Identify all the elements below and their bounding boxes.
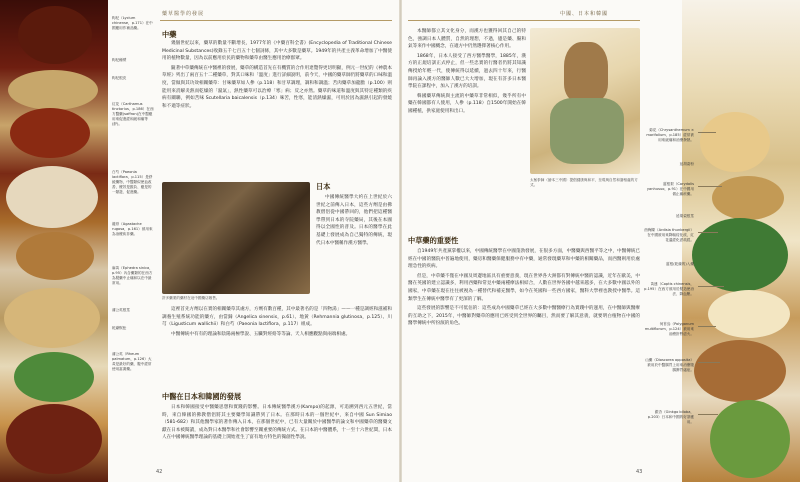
left-herb-photo-strip	[0, 0, 108, 482]
right-header-rule	[408, 20, 640, 21]
intro-paragraph: 韓國藥草傳統與主流的中藥草非常相似，幾乎所有中藥在韓國都有人使用，人參（p.118）自1500年開始在韓國種植，供家庭使用和出口。	[408, 93, 526, 114]
dandelion-photo	[14, 352, 94, 402]
importance-text-column	[408, 248, 640, 460]
chrysanthemum-photo	[700, 112, 770, 172]
rhubarb-photo	[6, 404, 102, 474]
caption-safflower: 紅花（Carthamus tinctorius，p.186）在西方醫藥(saffron)在中醫應用來促進經和緩和痛等(舒)。	[112, 102, 154, 126]
herb-shop-caption: 許多藥業的藥材在這中國藥店販售。	[162, 296, 220, 300]
caption-dried-ginger: 薑根(乾燥的)入藥	[666, 262, 694, 266]
root-bark-photo	[8, 70, 98, 110]
japan-paragraph: 中國傳統醫學大約在上世紀於六世紀之前傳入日本，這些方劑是由佛教僧侶從中國帶回的，他們把這種醫學帶到日本的寺院藥局，其後在本國得以全國性的普及。日本的醫學在此基礎上發展成為自己獨特的傳統，現代日本中醫稱作漢方醫學。	[316, 195, 392, 246]
caption-dandelion: 蒲公英根莖	[112, 308, 130, 312]
leader-line	[698, 186, 722, 187]
sage-illustration	[530, 28, 640, 174]
caption-corydalis-root: 延胡索根莖	[676, 214, 694, 218]
china-paragraph: 隨著中草藥傳統在中醫裡的發展，藥草的構造首先在有機質的合作用達覽得更切明顯，例元一世紀的《神農本草經》列出了兩百五十二種藥草，對其口味和「溫度」進行詳細說明，前今天，中國的藥草師仍將藥草的口味和溫度，當做與其功效相關藥草：甘味藥草如人參（p.118）和甘草調理，調和和調溫；苦肉藥草加龍膽（p.100）則能用來消解炎熱而乾燥的「濕氣」，熱性藥草可以治療「寒」病；反之亦然。藥草的味道和溫度與其特定種類的疾病有關聯，例如苦味 Scutellaria baicalensis（p.134）味苦，性寒，能清熱燥濕，可用於因為濕熱引起的發燒和不適等症狀。	[162, 65, 392, 109]
caption-ephedra: 麻黃（Ephedra sinica，p.95）內含藥類的在西方為製藥中止痛和以在中最常用。	[112, 266, 153, 285]
leader-line	[698, 326, 716, 327]
importance-paragraph: 這些發展的影響是不可低估的：這些成為中國藥草已經在大多數中醫醫療行為實踐中的運用，在中醫師與醫療的互助之下，2015年，中醫師對藥草的應用已經受到全世界的矚目，然而要了解其意義，就要明白植物在中國的醫學傳統中所扮演的角色。	[408, 306, 640, 327]
book-gutter	[399, 0, 402, 482]
left-header-rule	[160, 20, 392, 21]
china-paragraph: 幾個世紀以來，藥草的數量不斷增長，1977年的《中藥百科全書》(Encyclopedia of Traditional Chinese Medicinal Substances)收錄五千七百五十七個詞條，其中大多數是藥草。1949年的共產主義革命增加了中醫使用的植物數量，因為以前應用於民的藥物和藥草由醫生應用治療群眾。	[162, 41, 392, 62]
caption-polygonum: 何首烏（Polygonum multiflorum，p.124）被用來治療肝腎虛火。	[644, 322, 694, 336]
safflower-photo	[10, 108, 90, 158]
caption-goji: 枸杞（Lycium chinense，p.171）在中國應用作補品藥。	[112, 16, 153, 30]
agastache-photo	[16, 232, 94, 280]
caption-agastache: 龍骨（Agastache rugosa，p.161）被用來為治療疾非藥。	[112, 222, 153, 236]
sage-robe-shape	[550, 98, 624, 164]
ardisia-photo	[692, 218, 788, 292]
japan-paragraph: 這裡首先方劑以在實的相關藥草其處方，方劑有數百種，其中最著名的是「四物湯」——一種是調經和滋補和調養生殖系統功能的藥方，由當歸（Angelica sinensis，p.61）、地黃（Rehmannia glutinosa，p.125）、川芎（Ligusticum wallichii）和白芍（Paeonia lactiflora，p.117）組成。	[162, 307, 392, 328]
leader-line	[698, 414, 718, 415]
polygonum-photo	[694, 340, 786, 402]
caption-centipede: 乾燥蜈蚣	[112, 326, 127, 330]
heading-japan: 日本	[316, 182, 331, 191]
caption-coptis: 黃連（Coptis chinensis，p.195）在西方被用於製造使治法、降血壓。	[644, 282, 694, 296]
importance-paragraph: 但是，中草藥不僅在中國及周邊地區具有重要意義，現在世界各大洲都有對傳統中醫的認識，近年在歐美，中醫在英國的建立認識多，利用西藥和常見中藥兩種療法相結合，人數在世界各國中越來越多，在大多數中國以外的國家，中草藥在現在往往被視為一種替代和補充醫學，如今在英國和一些西方國家，醫科大學裡也教授中醫學。這類學生在傳統中醫學有了更深的了解。	[408, 273, 640, 302]
caption-ardisia: 茵梅陳（Ardisia thunbergii）在中國被用來降嘔疫化痰，紅花溫經化淤疏經。	[644, 228, 694, 242]
sage-caption: 太極拳師（繪本三中國）提倡健康與和平，呈現與自然和諧相處的方式。	[530, 178, 638, 187]
korea-text-column	[162, 404, 392, 464]
caption-chrysanthemum: 菊花（Chrysanthemum × morifolium，p.185）經常被用來緩痛和治療發熱。	[646, 128, 694, 142]
herb-shop-photo	[162, 182, 310, 294]
page-number-left: 42	[156, 469, 163, 475]
right-running-header: 中國、日本和韓國	[560, 11, 609, 17]
coptis-photo	[708, 290, 790, 338]
white-peony-photo	[6, 166, 98, 228]
leader-line	[698, 362, 720, 363]
importance-paragraph: 自1949年共產黨掌權以來，中國傳統醫學在中國蓬勃發展，在很多方面，中醫藥與西醫平等之中，中醫傳統已經在中國的醫院中普遍地使用，藥房和醫藥保健服務中有中藥，通常發現藥草和中藥的相關藥品，而西醫則用於處理急性的疾病。	[408, 249, 640, 270]
intro-paragraph: 1868年，日本人接受了西方醫學醫學，1885年，漢方的正規培訓正式停止，但一些忠實的行醫者仍將其知識傳授給年輕一代，使傳統得以延續，過去四十年來，行醫師再論入漢方的醫師人數已大大增加，現在有許多日本醫學院在課程中，加入了漢方的培訓。	[408, 53, 526, 90]
japan-paragraph: 中醫傳統中有有的理論和陰陽兩極學說、五臟對經絡等等論、天人相應觀點與兩端相處。	[171, 331, 351, 337]
left-running-header: 藥草醫學的發展	[162, 11, 205, 17]
ephedra-photo	[4, 288, 100, 348]
corydalis-photo	[712, 176, 784, 220]
china-text-column	[162, 40, 392, 176]
leader-line	[698, 132, 716, 133]
caption-corydalis: 薑根梨（Corydalis yanhusuo，p.91）在中國用做止痛瘀藥。	[646, 182, 694, 196]
heading-importance: 中草藥的重要性	[408, 236, 459, 245]
caption-goji-root: 枸杞根皮	[112, 76, 127, 80]
korea-paragraph: 日本和韓國接受中醫藥思想和實踐的影響。日本傳統醫學漢方(Kampo)的起源，可追溯到西元五世紀，當時，來自韓國的佛教僧侶將其主要藥學知識帶到了日本。在那時日本的一個世紀中，來自中國 Sun Simiao（581-682）和其他醫學家的著作傳入日本，在那個世紀中，已有大量關於中國醫學的論文和中國藥草的醫藥文獻在日本被閱讀，成為對日本醫學和社會影響至關重要的傳統方式。在日本的中醫體系，十一至十六世紀間，日本人在中國傳統醫學理論的基礎上開始產生了富有地方特色的獨創性學說。	[162, 405, 392, 441]
heading-japan-korea: 中醫在日本和韓國的發展	[162, 392, 242, 401]
leader-line	[698, 286, 724, 287]
japan-text-continued	[162, 306, 392, 360]
right-herb-photo-strip	[682, 0, 800, 482]
japan-korea-continued-column	[408, 28, 526, 204]
japan-text-column	[316, 194, 392, 304]
caption-corydalis-powder: 延胡索粉	[679, 162, 694, 166]
caption-rhubarb: 蒲公英（Rheum palmatum，p.126）大黃是最好的藥，腹中經常使用當瀉藥。	[112, 352, 152, 371]
caption-ginkgo: 銀杏（Ginkgo biloba，p.203）日本和中國的好茶應用。	[647, 410, 694, 424]
caption-goji-berry: 枸杞種漿	[112, 58, 127, 62]
heading-chinese-medicine: 中藥	[162, 30, 177, 39]
leader-line	[698, 232, 718, 233]
ginkgo-photo	[710, 400, 790, 478]
intro-paragraph: 本醫師都立其文化身分，而漢方也獲得回其自己的特色，強調日本人體質，自然的理想，不過，儘是藥、腸和氣等來作中國概念，在適方中仍然選擇著核心作用。	[408, 29, 526, 50]
page-number-right: 43	[636, 469, 643, 475]
caption-white-peony: 白芍（Paeonia lactiflora，p.115）是舒緩藥物，中醫類似使血改善，療效是擔負、應是的一類滋、促進藥。	[112, 170, 153, 194]
caption-dioscorea: 山藥（Dioscorea opposita）被用於中醫腸胃上用來治療腹腸脾胃處症。	[645, 358, 694, 372]
goji-berries-photo	[18, 6, 92, 64]
sage-figure-shape	[564, 42, 608, 102]
